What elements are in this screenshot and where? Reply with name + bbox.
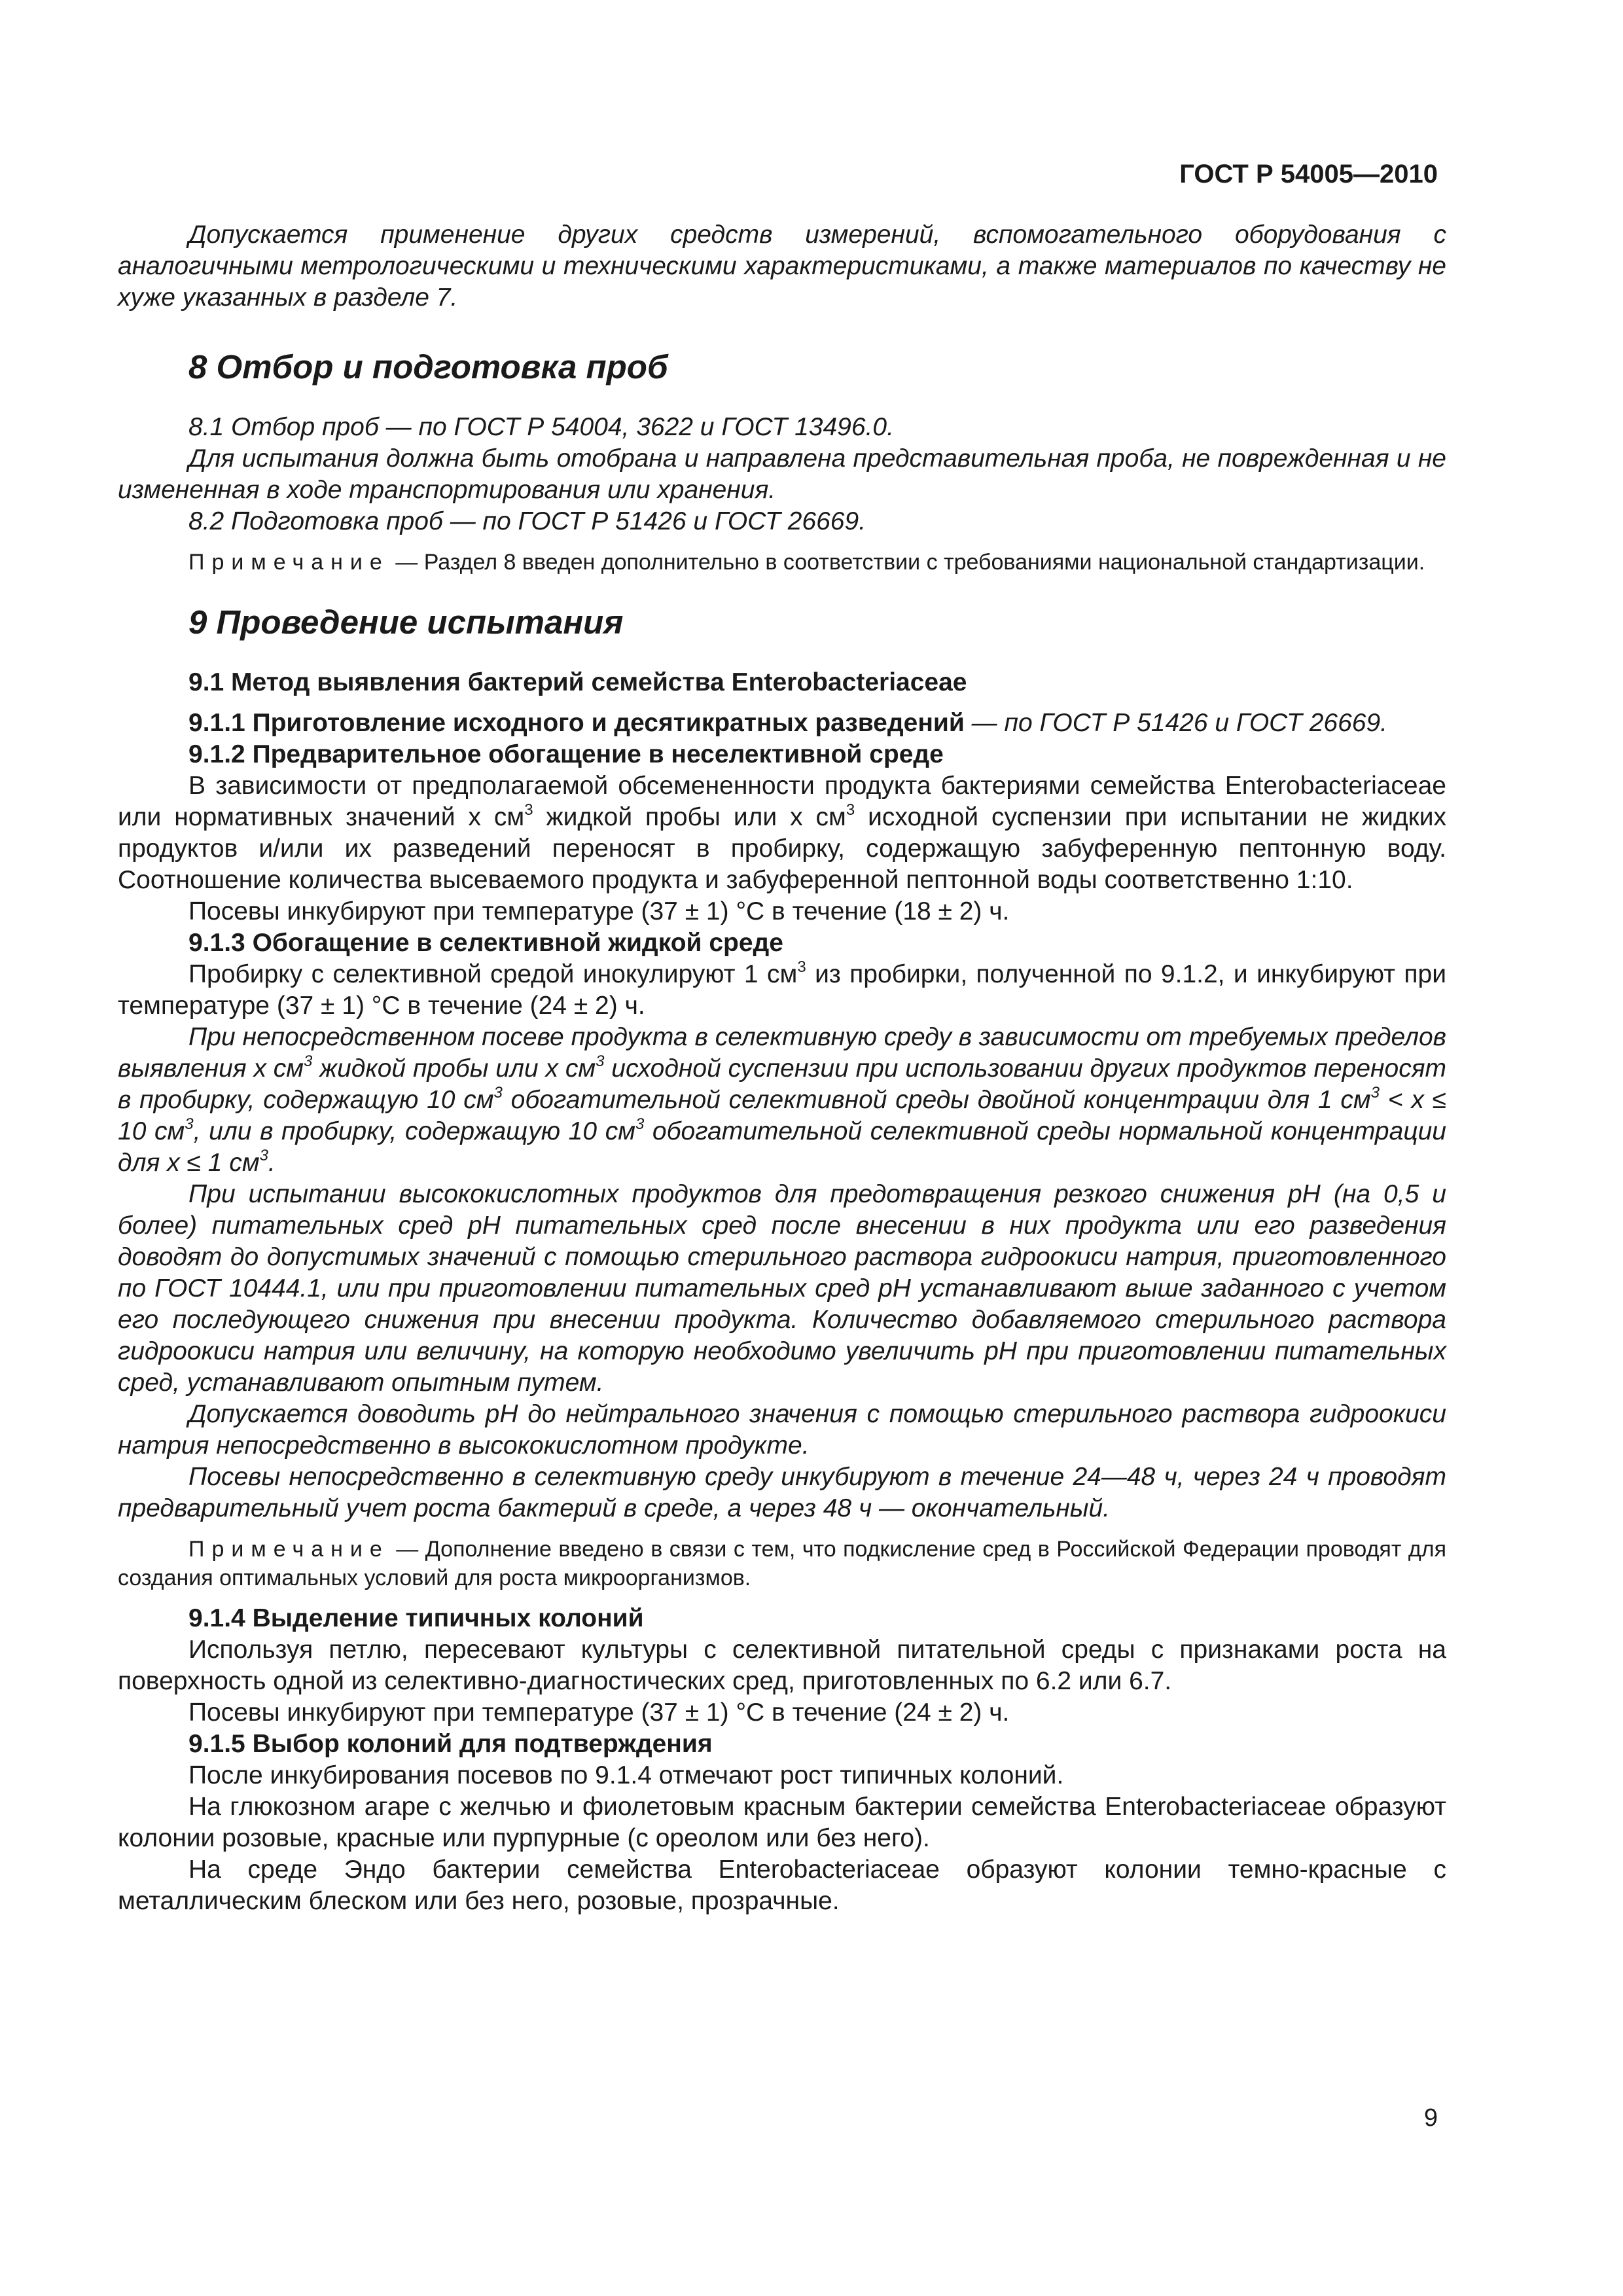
- subsection-9-1-4-title: 9.1.4 Выделение типичных колоний: [188, 1604, 644, 1632]
- paragraph-8-1-text: Для испытания должна быть отобрана и направлена представительная проба, не поврежденная и не измененная в ходе транспортирования или хранения.: [118, 444, 1446, 504]
- subsection-9-1-1-title: 9.1.1 Приготовление исходного и десятикратных разведений: [188, 709, 965, 737]
- subsection-9-1-5-title: 9.1.5 Выбор колоний для подтверждения: [188, 1730, 713, 1758]
- paragraph-9-1-5-glucose: На глюкозном агаре с желчью и фиолетовым красным бактерии семейства Enterobacteriaceae образуют колонии розовые, красные или пурпурные (с ореолом или без него).: [118, 1793, 1446, 1852]
- paragraph-8-1: 8.1 Отбор проб — по ГОСТ Р 54004, 3622 и ГОСТ 13496.0.: [188, 413, 894, 441]
- note-label: Примечание: [188, 1537, 389, 1562]
- paragraph-9-1-3-incubation: Посевы непосредственно в селективную среду инкубируют в течение 24—48 ч, через 24 ч проводят предварительный учет роста бактерий в среде, а через 48 ч — окончательный.: [118, 1463, 1446, 1522]
- section-8-heading: 8 Отбор и подготовка проб: [188, 348, 668, 386]
- document-id: ГОСТ Р 54005—2010: [1179, 160, 1438, 188]
- paragraph-9-1-2: В зависимости от предполагаемой обсемененности продукта бактериями семейства Enterobacteriaceae или нормативных значений x $см^3$ жидкой пробы или x $см^3$ исходной суспензии при испытании не жидких продуктов и/или их разведений переносят в пробирку, содержащую забуференную пептонную воду. Соотношение количества высеваемого продукта и забуференной пептонной воды соответственно 1:10.: [118, 772, 1447, 894]
- subsection-9-1-2-title: 9.1.2 Предварительное обогащение в неселективной среде: [188, 740, 944, 768]
- paragraph-9-1-3-neutral: Допускается доводить pH до нейтрального значения с помощью стерильного раствора гидроокиси натрия непосредственно в высококислотном продукте.: [118, 1400, 1446, 1460]
- note-label: Примечание: [188, 550, 389, 575]
- note-text: — Раздел 8 введен дополнительно в соответствии с требованиями национальной стандартизации.: [389, 550, 1425, 575]
- subsection-9-1-1-text: — по ГОСТ Р 51426 и ГОСТ 26669.: [964, 709, 1387, 737]
- paragraph-8-2: 8.2 Подготовка проб — по ГОСТ Р 51426 и ГОСТ 26669.: [188, 507, 866, 535]
- paragraph-9-1-4-incubation: Посевы инкубируют при температуре (37 ± 1) °С в течение (24 ± 2) ч.: [188, 1698, 1010, 1727]
- note-section-9-1-3: [118, 1535, 1446, 1592]
- paragraph-9-1-5: После инкубирования посевов по 9.1.4 отмечают рост типичных колоний.: [188, 1761, 1064, 1789]
- paragraph-9-1-5-endo: На среде Эндо бактерии семейства Enterobacteriaceae образуют колонии темно-красные с металлическим блеском или без него, розовые, прозрачные.: [118, 1856, 1446, 1915]
- paragraph-9-1-2-incubation: Посевы инкубируют при температуре (37 ± 1) °С в течение (18 ± 2) ч.: [188, 897, 1010, 925]
- subsection-9-1: 9.1 Метод выявления бактерий семейства Enterobacteriaceae: [188, 668, 967, 696]
- note-text: — Дополнение введено в связи с тем, что подкисление сред в Российской Федерации проводят для создания оптимальных условий для роста микроорганизмов.: [118, 1537, 1446, 1590]
- section-9-heading: 9 Проведение испытания: [188, 603, 624, 641]
- paragraph-9-1-4: Используя петлю, пересевают культуры с селективной питательной среды с признаками роста на поверхность одной из селективно-диагностических сред, приготовленных по 6.2 или 6.7.: [118, 1636, 1446, 1695]
- page-number: 9: [1423, 2104, 1438, 2132]
- subsection-9-1-3-title: 9.1.3 Обогащение в селективной жидкой среде: [188, 929, 783, 957]
- page-content: [118, 219, 1446, 1917]
- paragraph-9-1-3: Пробирку с селективной средой инокулируют 1 $см^3$ из пробирки, полученной по 9.1.2, и инкубируют при температуре (37 ± 1) °С в течение (24 ± 2) ч.: [118, 958, 1446, 1020]
- note-section-8: [118, 548, 1446, 577]
- subsection-9-1-1: [118, 708, 1446, 739]
- paragraph-9-1-3-direct: При непосредственном посеве продукта в селективную среду в зависимости от требуемых пределов выявления x $см^3$ жидкой пробы или x $см^3$ исходной суспензии при использовании других продуктов переносят в пробирку, содержащую 10 $см^3$ обогатительной селективной среды двойной концентрации для 1 $см^3 < x \le 10$ $см^3$, или в пробирку, содержащую 10 $см^3$ обогатительной селективной среды нормальной концентрации для x ≤ 1 $см^3$.: [118, 1023, 1447, 1177]
- intro-note: Допускается применение других средств измерений, вспомогательного оборудования с аналогичными метрологическими и техническими характеристиками, а также материалов по качеству не хуже указанных в разделе 7.: [118, 221, 1446, 312]
- paragraph-9-1-3-acidic: При испытании высококислотных продуктов для предотвращения резкого снижения pH (на 0,5 и более) питательных сред pH питательных сред после внесении в них продукта или его разведения доводят до допустимых значений с помощью стерильного раствора гидроокиси натрия, приготовленного по ГОСТ 10444.1, или при приготовлении питательных сред pH устанавливают выше заданного с учетом его последующего снижения при внесении продукта. Количество добавляемого стерильного раствора гидроокиси натрия или величину, на которую необходимо увеличить pH при приготовлении питательных сред, устанавливают опытным путем.: [118, 1180, 1446, 1397]
